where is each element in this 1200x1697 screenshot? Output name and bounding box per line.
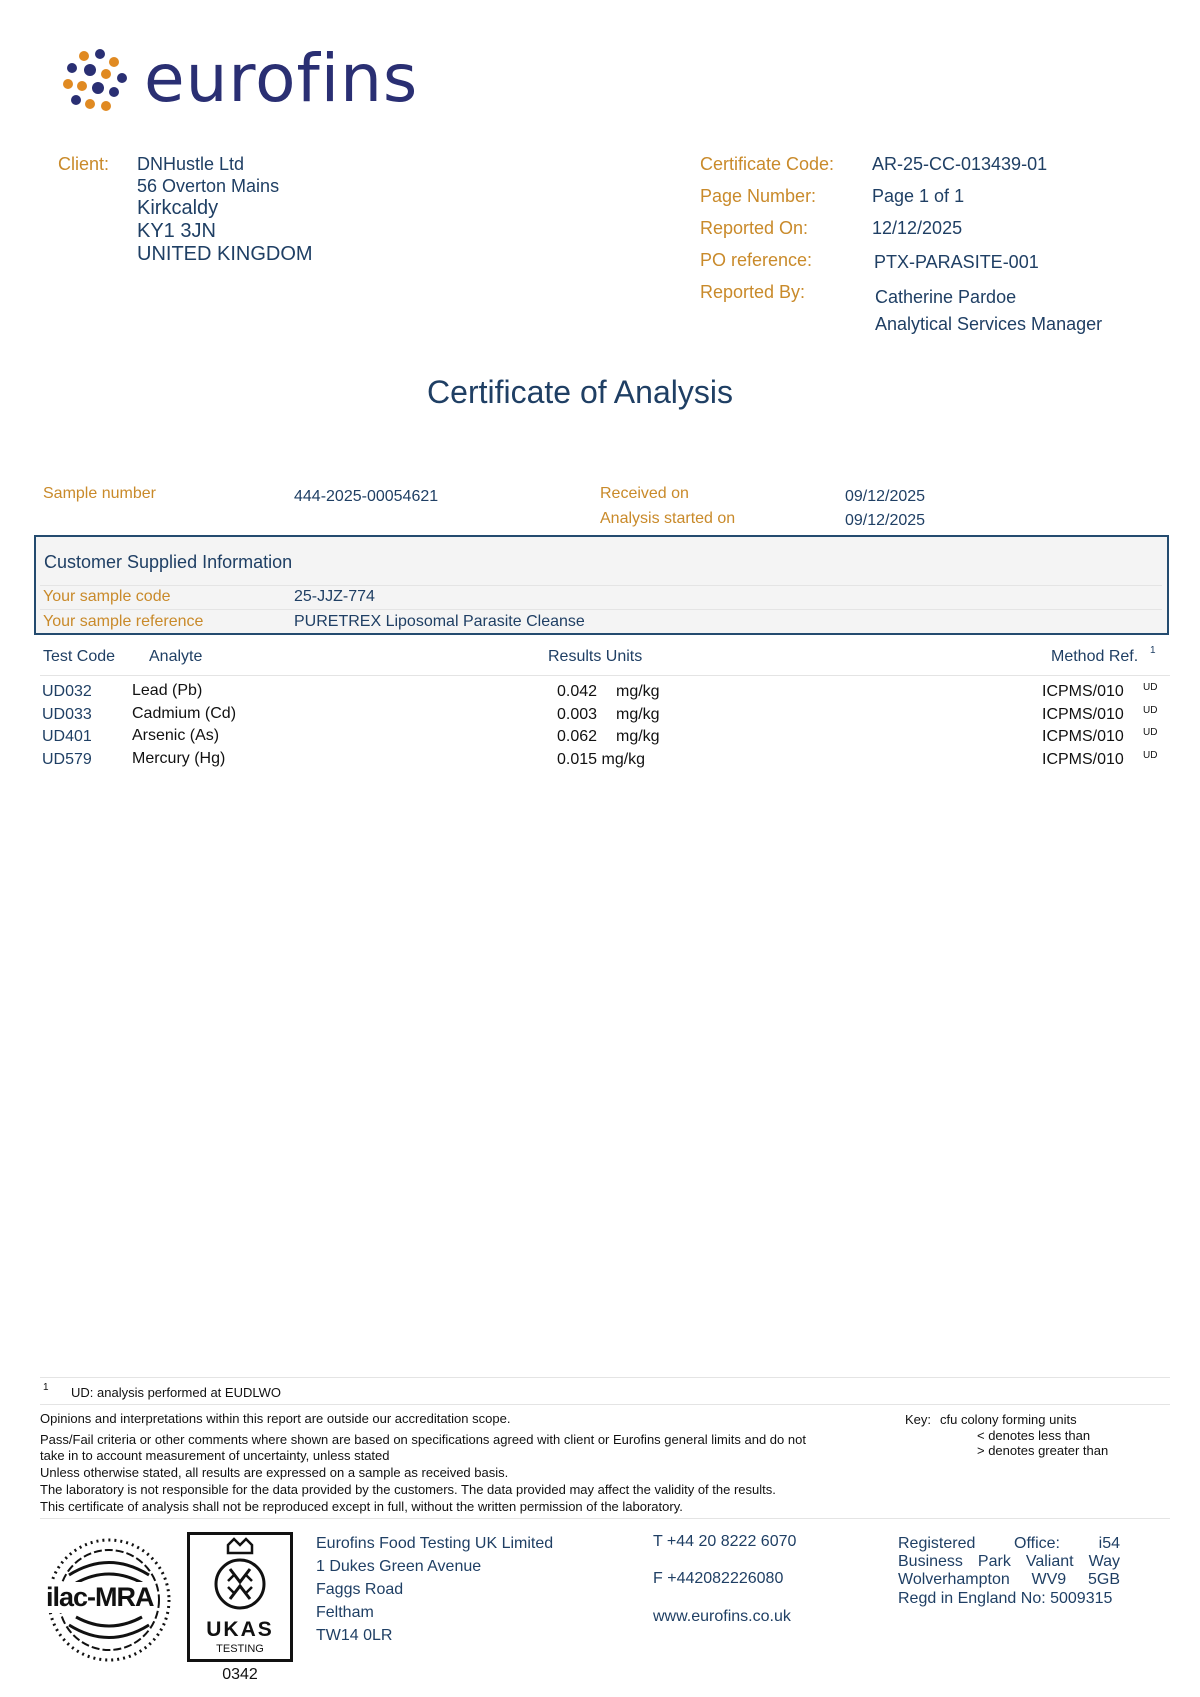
lab-street: 1 Dukes Green Avenue <box>316 1558 482 1575</box>
client-postcode: KY1 3JN <box>137 220 216 242</box>
ukas-logo <box>187 1532 293 1662</box>
disclaimer-line: Unless otherwise stated, all results are expressed on a sample as received basis. <box>40 1465 509 1480</box>
result: 0.003 <box>557 706 598 723</box>
col-analyte: Analyte <box>149 648 203 665</box>
company-registration: Regd in England No: 5009315 <box>898 1590 1113 1607</box>
method-footnote-ref: 1 <box>1150 645 1156 656</box>
crown-icon <box>190 1537 290 1613</box>
client-country: UNITED KINGDOM <box>137 243 313 265</box>
result: 0.042 <box>557 683 598 700</box>
sample-number: 444-2025-00054621 <box>294 488 439 505</box>
customer-info-heading: Customer Supplied Information <box>44 552 293 572</box>
reported-on-label: Reported On: <box>700 218 809 238</box>
footnote-number: 1 <box>43 1382 49 1393</box>
ukas-text: UKAS <box>206 1618 274 1641</box>
phone: T +44 20 8222 6070 <box>653 1533 797 1550</box>
footnote-text: UD: analysis performed at EUDLWO <box>71 1385 281 1400</box>
key-less-than: < denotes less than <box>977 1428 1091 1443</box>
registered-word: 5GB <box>1087 1571 1120 1588</box>
analyte: Mercury (Hg) <box>132 750 226 767</box>
registered-word: WV9 <box>1031 1571 1067 1588</box>
col-method-ref: Method Ref. <box>1051 648 1139 665</box>
test-code: UD032 <box>42 683 92 700</box>
registered-word: Park <box>977 1553 1011 1570</box>
brand-name: eurofins <box>144 40 419 117</box>
eurofins-logo <box>62 40 419 118</box>
registered-word: Business <box>898 1553 963 1570</box>
ilac-mra-logo <box>44 1535 174 1665</box>
site-code: UD <box>1143 727 1158 738</box>
registered-word: Wolverhampton <box>898 1571 1010 1588</box>
lab-road: Faggs Road <box>316 1581 404 1598</box>
divider <box>40 609 1162 610</box>
key-cfu: cfu colony forming units <box>940 1412 1077 1427</box>
analyte: Arsenic (As) <box>132 727 220 744</box>
registered-word: Office: <box>1014 1535 1060 1552</box>
analysis-started: 09/12/2025 <box>845 512 926 529</box>
site-code: UD <box>1143 750 1158 761</box>
test-code: UD033 <box>42 706 92 723</box>
client-town: Kirkcaldy <box>137 197 219 219</box>
reported-by-name: Catherine Pardoe <box>875 287 1017 307</box>
analyte: Lead (Pb) <box>132 682 203 699</box>
eurofins-molecule-icon <box>62 48 137 118</box>
registered-word: i54 <box>1098 1535 1120 1552</box>
units: mg/kg <box>616 728 660 745</box>
result: 0.062 <box>557 728 598 745</box>
client-street: 56 Overton Mains <box>137 176 280 196</box>
key-label: Key: <box>905 1412 932 1427</box>
disclaimer-line: Opinions and interpretations within this report are outside our accreditation scope. <box>40 1411 511 1426</box>
fax: F +442082226080 <box>653 1570 784 1587</box>
received-on-label: Received on <box>600 485 689 502</box>
method: ICPMS/010 <box>1042 683 1124 700</box>
footnote-divider-bottom <box>40 1404 1170 1405</box>
page-number-label: Page Number: <box>700 186 817 206</box>
disclaimer-line: The laboratory is not responsible for the data provided by the customers. The data provided may affect the validity of the results. <box>40 1482 776 1497</box>
footnote-divider <box>40 1377 1170 1378</box>
disclaimer-line: This certificate of analysis shall not be reproduced except in full, without the written permission of the laboratory. <box>40 1499 683 1514</box>
lab-postcode: TW14 0LR <box>316 1627 393 1644</box>
website-link[interactable]: www.eurofins.co.uk <box>653 1608 791 1625</box>
received-on: 09/12/2025 <box>845 488 926 505</box>
method: ICPMS/010 <box>1042 751 1124 768</box>
divider <box>40 585 1162 586</box>
method: ICPMS/010 <box>1042 706 1124 723</box>
table-header-divider <box>40 675 1170 676</box>
page-title: Certificate of Analysis <box>427 374 733 410</box>
sample-reference: PURETREX Liposomal Parasite Cleanse <box>294 613 585 630</box>
disclaimer-line: take in to account measurement of uncertainty, unless stated <box>40 1448 390 1463</box>
ukas-number: 0342 <box>222 1666 258 1683</box>
disclaimer-line: Pass/Fail criteria or other comments where shown are based on specifications agreed with client or Eurofins general limits and do not <box>40 1432 806 1447</box>
registered-word: Way <box>1088 1553 1120 1570</box>
result: 0.015 mg/kg <box>557 751 646 768</box>
key-greater-than: > denotes greater than <box>977 1443 1109 1458</box>
client-label: Client: <box>58 154 110 174</box>
reported-by-title: Analytical Services Manager <box>875 314 1103 334</box>
po-reference-label: PO reference: <box>700 250 813 270</box>
lab-name: Eurofins Food Testing UK Limited <box>316 1535 554 1552</box>
test-code: UD579 <box>42 751 92 768</box>
col-test-code: Test Code <box>43 648 116 665</box>
ilac-text: ilac-MRA <box>46 1582 154 1612</box>
sample-number-label: Sample number <box>43 485 156 502</box>
analyte: Cadmium (Cd) <box>132 705 237 722</box>
footer-divider <box>40 1518 1170 1519</box>
test-code: UD401 <box>42 728 92 745</box>
site-code: UD <box>1143 682 1158 693</box>
ukas-testing-text: TESTING <box>216 1643 264 1655</box>
sample-code: 25-JJZ-774 <box>294 588 375 605</box>
certificate-code-label: Certificate Code: <box>700 154 835 174</box>
page-number: Page 1 of 1 <box>872 186 965 206</box>
reported-on: 12/12/2025 <box>872 218 963 238</box>
method: ICPMS/010 <box>1042 728 1124 745</box>
lab-town: Feltham <box>316 1604 374 1621</box>
analysis-started-label: Analysis started on <box>600 510 736 527</box>
po-reference: PTX-PARASITE-001 <box>874 252 1039 272</box>
reported-by-label: Reported By: <box>700 282 806 302</box>
registered-word: Registered <box>898 1535 976 1552</box>
certificate-code: AR-25-CC-013439-01 <box>872 154 1048 174</box>
col-results-units: Results Units <box>548 648 643 665</box>
registered-word: Valiant <box>1025 1553 1074 1570</box>
units: mg/kg <box>616 683 660 700</box>
sample-reference-label: Your sample reference <box>43 613 204 630</box>
client-name: DNHustle Ltd <box>137 154 245 174</box>
sample-code-label: Your sample code <box>43 588 171 605</box>
units: mg/kg <box>616 706 660 723</box>
site-code: UD <box>1143 705 1158 716</box>
